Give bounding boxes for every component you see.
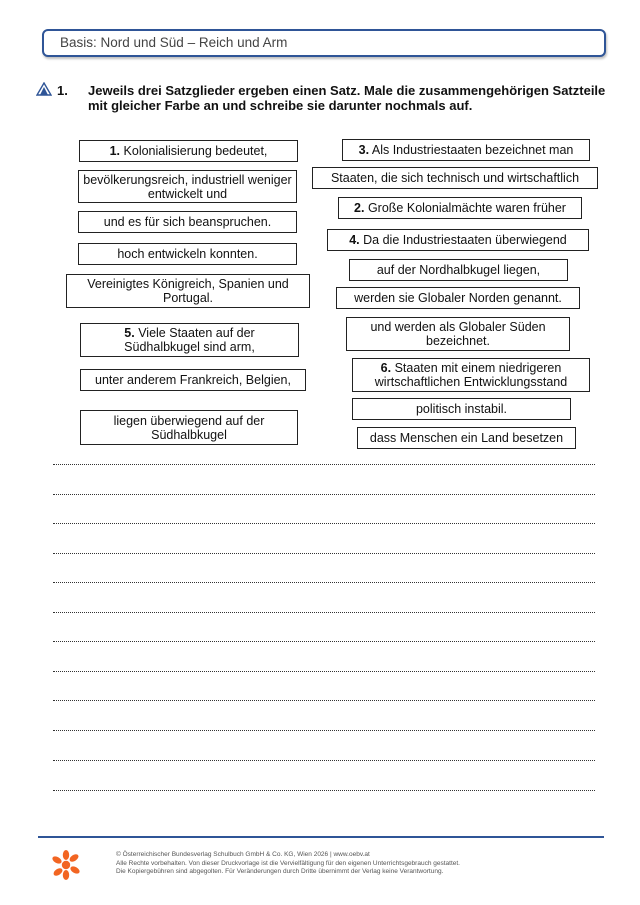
- writing-line[interactable]: [53, 494, 595, 495]
- sentence-part-text: unter anderem Frankreich, Belgien,: [95, 373, 291, 387]
- sentence-part-text: Staaten, die sich technisch und wirtschaftlich: [330, 171, 580, 185]
- writing-line[interactable]: [53, 641, 595, 642]
- sentence-part-box[interactable]: [327, 229, 589, 251]
- sentence-part-box[interactable]: [79, 140, 298, 162]
- task-instruction: Jeweils drei Satzglieder ergeben einen Satz. Male die zusammengehörigen Satzteile mit gleicher Farbe an und schreibe sie darunter nochmals auf.: [88, 83, 606, 113]
- sentence-part-box[interactable]: [349, 259, 568, 281]
- sentence-part-number: 3.: [358, 143, 370, 157]
- sentence-part-text: Staaten mit einem niedrigeren wirtschaftlichen Entwicklungsstand: [374, 361, 568, 389]
- sentence-part-box[interactable]: [78, 170, 297, 203]
- fees-line: Die Kopiergebühren sind abgegolten. Für Veränderungen durch Dritte übernimmt der Verlag keine Verantwortung.: [116, 868, 444, 875]
- writing-line[interactable]: [53, 464, 595, 465]
- sentence-part-text: bevölkerungsreich, industriell weniger entwickelt und: [83, 172, 292, 201]
- writing-line[interactable]: [53, 730, 595, 731]
- sentence-part-number: 1.: [109, 144, 121, 158]
- sentence-part-box[interactable]: [336, 287, 580, 309]
- writing-line[interactable]: [53, 612, 595, 613]
- sentence-part-text: werden sie Globaler Norden genannt.: [354, 291, 562, 305]
- sentence-part-number: 6.: [380, 361, 392, 375]
- writing-line[interactable]: [53, 523, 595, 524]
- sentence-part-number: 5.: [124, 326, 135, 340]
- sentence-part-box[interactable]: [80, 323, 299, 357]
- sentence-part-box[interactable]: [357, 427, 576, 449]
- footer-divider: [38, 836, 604, 838]
- sentence-part-box[interactable]: [338, 197, 582, 219]
- writing-line[interactable]: [53, 582, 595, 583]
- writing-line[interactable]: [53, 553, 595, 554]
- sentence-part-text: Viele Staaten auf der Südhalbkugel sind arm,: [124, 326, 255, 354]
- sentence-part-box[interactable]: [352, 398, 571, 420]
- sentence-part-box[interactable]: [342, 139, 590, 161]
- sentence-part-text: dass Menschen ein Land besetzen: [369, 431, 564, 445]
- writing-line[interactable]: [53, 700, 595, 701]
- writing-line[interactable]: [53, 760, 595, 761]
- task-number: 1.: [57, 83, 68, 98]
- sentence-part-box[interactable]: [80, 369, 306, 391]
- sentence-part-text: politisch instabil.: [415, 402, 507, 416]
- difficulty-triangle-icon: [36, 82, 52, 96]
- sentence-part-box[interactable]: [78, 211, 297, 233]
- sentence-part-box[interactable]: [352, 358, 590, 392]
- publisher-logo-icon: [52, 850, 80, 880]
- sentence-part-box[interactable]: [78, 243, 297, 265]
- sentence-part-box[interactable]: [66, 274, 310, 308]
- rights-line: Alle Rechte vorbehalten. Von dieser Druckvorlage ist die Vervielfältigung für den eigenen Unterrichtsgebrauch gestattet.: [116, 859, 460, 867]
- section-header: [42, 29, 606, 57]
- section-title: Basis: Nord und Süd – Reich und Arm: [60, 35, 288, 50]
- sentence-part-text: Da die Industriestaaten überwiegend: [363, 233, 567, 247]
- sentence-part-text: Vereinigtes Königreich, Spanien und Portugal.: [87, 277, 289, 305]
- copyright-notice: [116, 851, 586, 877]
- sentence-part-box[interactable]: [312, 167, 598, 189]
- sentence-part-text: und es für sich beanspruchen.: [103, 215, 272, 229]
- writing-line[interactable]: [53, 671, 595, 672]
- sentence-part-text: Große Kolonialmächte waren früher: [367, 201, 566, 215]
- sentence-part-text: auf der Nordhalbkugel liegen,: [376, 263, 541, 277]
- writing-line[interactable]: [53, 790, 595, 791]
- sentence-part-number: 4.: [349, 233, 360, 247]
- sentence-part-text: Kolonialisierung bedeutet,: [123, 144, 268, 158]
- sentence-part-text: hoch entwickeln konnten.: [117, 247, 258, 261]
- sentence-part-box[interactable]: [346, 317, 570, 351]
- sentence-part-box[interactable]: [80, 410, 298, 445]
- sentence-part-text: und werden als Globaler Süden bezeichnet.: [370, 320, 546, 348]
- copyright-line: © Österreichischer Bundesverlag Schulbuch GmbH & Co. KG, Wien 2026 | www.oebv.at: [116, 851, 370, 858]
- sentence-part-number: 2.: [354, 201, 365, 215]
- sentence-part-text: Als Industriestaaten bezeichnet man: [371, 143, 574, 157]
- sentence-part-text: liegen überwiegend auf der Südhalbkugel: [113, 413, 265, 442]
